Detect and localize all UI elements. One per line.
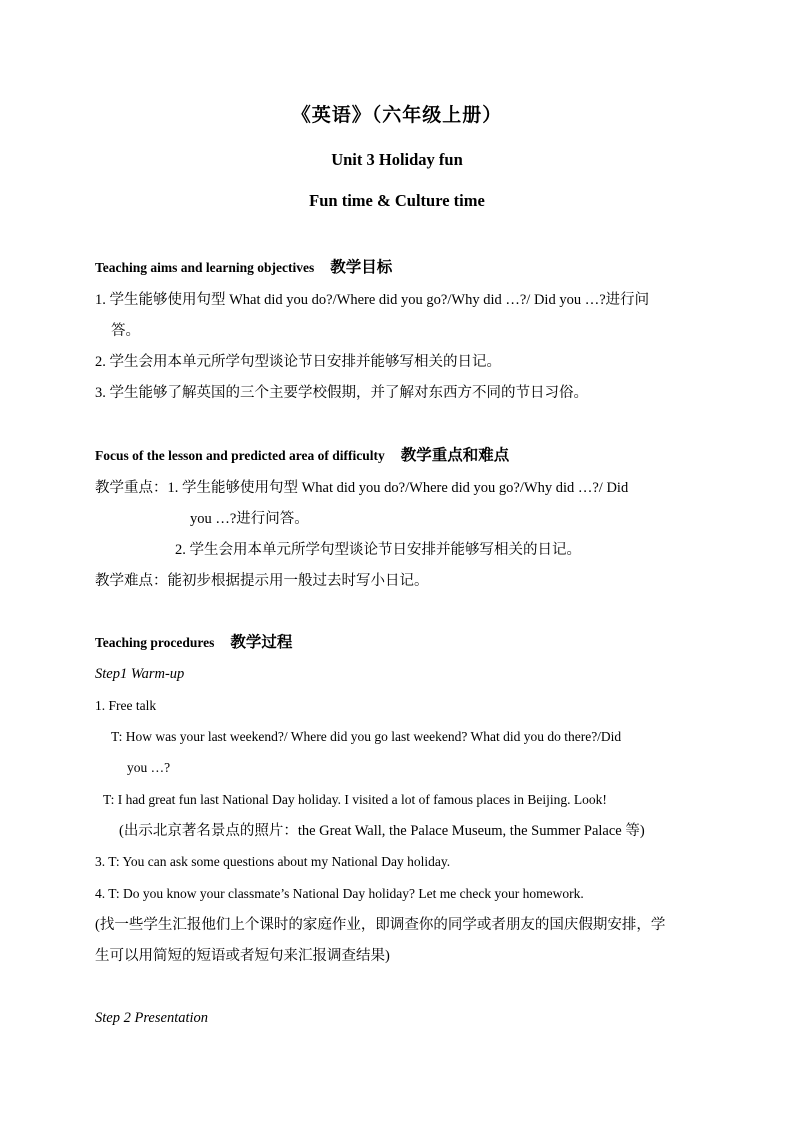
step2-label: Step 2 Presentation	[95, 1010, 209, 1026]
teacher-line-2: T: I had great fun last National Day holiday. I visited a lot of famous places in Beijing. Look!	[103, 792, 607, 807]
focus-heading-cn: 教学重点和难点	[400, 447, 510, 464]
aim-item-3: 3. 学生能够了解英国的三个主要学校假期，并了解对东西方不同的节日习俗。	[95, 385, 588, 401]
procedure-item-3: 3. T: You can ask some questions about my National Day holiday.	[95, 854, 451, 869]
step1-label: Step1 Warm-up	[95, 666, 185, 682]
document-title: 《英语》（六年级上册）	[291, 105, 503, 126]
teacher-line-2-cont: (出示北京著名景点的照片：the Great Wall, the Palace Museum, the Summer Palace 等)	[119, 823, 645, 839]
aim-item-1: 1. 学生能够使用句型 What did you do?/Where did you go?/Why did …?/ Did you …?进行问	[95, 292, 650, 308]
procedure-note-1: (找一些学生汇报他们上个课时的家庭作业，即调查你的同学或者朋友的国庆假期安排，学	[95, 917, 666, 933]
aim-item-1-cont: 答。	[111, 323, 140, 339]
aims-heading	[95, 258, 392, 278]
aims-heading-en: Teaching aims and learning objectives	[95, 260, 315, 275]
teacher-line-1-cont: you …?	[127, 760, 171, 775]
procedures-heading-en: Teaching procedures	[95, 635, 215, 650]
unit-title: Unit 3 Holiday fun	[331, 150, 463, 169]
key-point-2: 2. 学生会用本单元所学句型谈论节日安排并能够写相关的日记。	[175, 542, 581, 558]
focus-heading-en: Focus of the lesson and predicted area of difficulty	[95, 448, 385, 463]
lesson-subtitle: Fun time & Culture time	[309, 191, 485, 210]
aim-item-2: 2. 学生会用本单元所学句型谈论节日安排并能够写相关的日记。	[95, 354, 501, 370]
focus-heading	[95, 446, 509, 466]
procedure-note-2: 生可以用简短的短语或者短句来汇报调查结果)	[95, 948, 390, 964]
procedures-heading	[95, 633, 292, 653]
key-point-1: 教学重点：1. 学生能够使用句型 What did you do?/Where did you go?/Why did …?/ Did	[95, 480, 629, 496]
procedures-heading-cn: 教学过程	[230, 634, 293, 651]
procedure-item-4: 4. T: Do you know your classmate’s National Day holiday? Let me check your homework.	[95, 886, 584, 901]
free-talk-item: 1. Free talk	[95, 698, 157, 713]
teacher-line-1: T: How was your last weekend?/ Where did you go last weekend? What did you do there?/Did	[111, 729, 622, 744]
key-point-1-cont: you …?进行问答。	[190, 511, 309, 527]
difficulty-point: 教学难点：能初步根据提示用一般过去时写小日记。	[95, 573, 429, 589]
aims-heading-cn: 教学目标	[330, 259, 393, 276]
